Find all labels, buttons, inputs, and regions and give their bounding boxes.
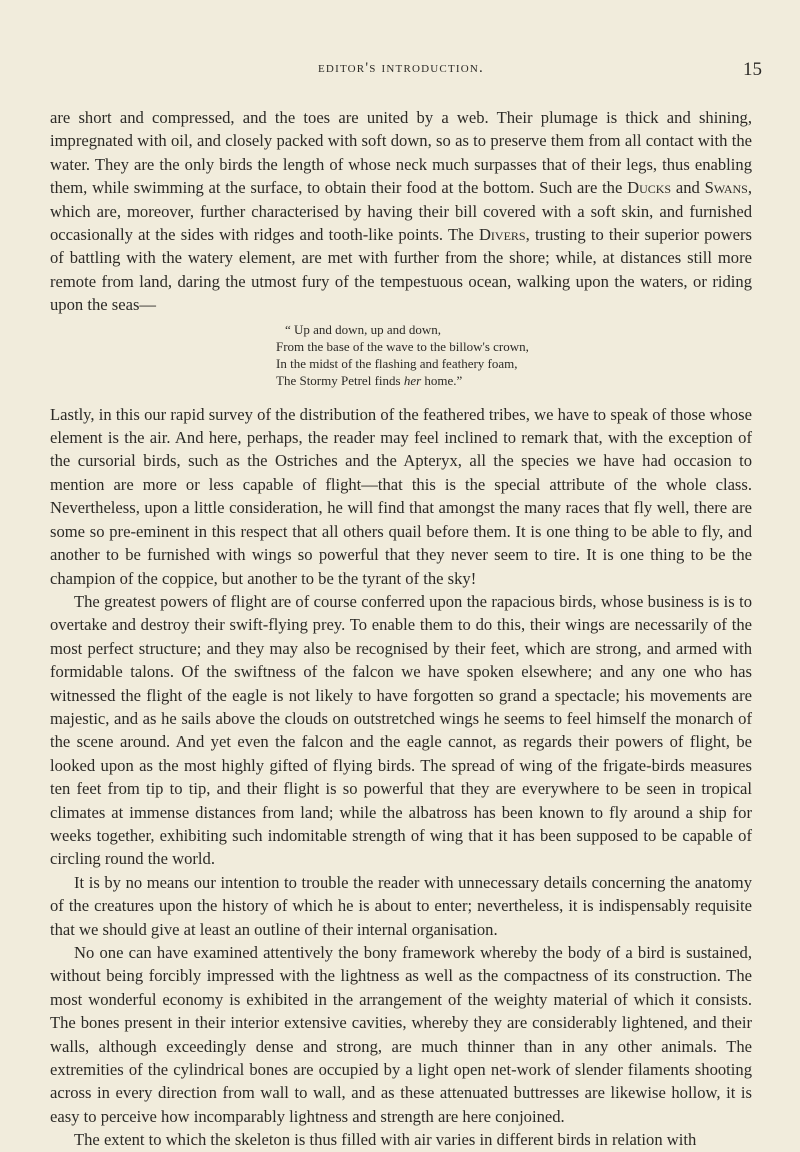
paragraph-continued bbox=[50, 106, 752, 317]
text-run: and bbox=[671, 178, 705, 198]
term-swans: Swans bbox=[704, 178, 748, 198]
verse-emphasis: her bbox=[403, 372, 422, 388]
running-head: editor's introduction. bbox=[318, 60, 484, 76]
text-run: , trusting to their superior powers of battling with the watery element, are met with further from the shore; while, at distances still more remote from land, daring the utmost fury of the tempestuous ocean, walking upon the waters, or riding upon the seas— bbox=[50, 225, 752, 315]
page-number: 15 bbox=[743, 59, 762, 80]
term-ducks: Ducks bbox=[627, 178, 672, 198]
paragraph: The extent to which the skeleton is thus filled with air varies in different birds in relation with bbox=[74, 1130, 697, 1150]
verse-quotation bbox=[276, 321, 752, 389]
verse-line: From the base of the wave to the billow's crown, bbox=[276, 338, 529, 354]
verse-text: home.” bbox=[421, 372, 463, 388]
body-text bbox=[50, 106, 752, 1152]
verse-line: In the midst of the flashing and feathery foam, bbox=[276, 355, 518, 371]
text-run: , which are, moreover, further characterised by having their bill covered with a soft skin, and furnished occasionally at the sides with ridges and tooth-like points. The bbox=[50, 178, 752, 245]
paragraph: Lastly, in this our rapid survey of the distribution of the feathered tribes, we have to speak of those whose element is the air. And here, perhaps, the reader may feel inclined to remark that, with the exception of the cursorial birds, such as the Ostriches and the Apteryx, all the species we have had occasion to mention are more or less capable of flight—that this is the special attribute of the whole class. Nevertheless, upon a little consideration, he will find that amongst the many races that fly well, there are some so pre-eminent in this respect that all others quail before them. It is one thing to be able to fly, and another to be furnished with wings so powerful that they never seem to tire. It is one thing to be the champion of the coppice, but another to be the tyrant of the sky! bbox=[50, 404, 752, 588]
verse-text: The Stormy Petrel finds bbox=[276, 372, 404, 388]
page-header bbox=[50, 59, 762, 86]
paragraph: The greatest powers of flight are of course conferred upon the rapacious birds, whose business is is to overtake and destroy their swift-flying prey. To enable them to do this, their wings are necessarily of the most perfect structure; and they may also be recognised by their feet, which are strong, and armed with formidable talons. Of the swiftness of the falcon we have spoken elsewhere; and any one who has witnessed the flight of the eagle is not likely to have forgotten so grand a spectacle; his movements are majestic, and as he sails above the clouds on outstretched wings he seems to feel himself the monarch of the scene around. And yet even the falcon and the eagle cannot, as regards their powers of flight, be looked upon as the most highly gifted of flying birds. The spread of wing of the frigate-birds measures ten feet from tip to tip, and their flight is so powerful that they are everywhere to be seen in tropical climates at immense distances from land; while the albatross has been known to fly around a ship for weeks together, exhibiting such indomitable strength of wing that it has been supposed to be capable of circling round the world. bbox=[50, 591, 752, 869]
paragraph: No one can have examined attentively the bony framework whereby the body of a bird is sustained, without being forcibly impressed with the lightness as well as the compactness of its construction. The most wonderful economy is exhibited in the arrangement of the weighty material of which it consists. The bones present in their interior extensive cavities, whereby they are considerably lightened, and their walls, although exceedingly dense and strong, are much thinner than in any other animals. The extremities of the cylindrical bones are occupied by a light open net-work of slender filaments shooting across in every direction from wall to wall, and as these attenuated buttresses are likewise hollow, it is easy to perceive how incomparably lightness and strength are here conjoined. bbox=[50, 943, 752, 1126]
text-run: are short and compressed, and the toes are united by a web. Their plumage is thick and shining, impregnated with oil, and closely packed with soft down, so as to preserve them from all contact with the water. They are the only birds the length of whose neck much surpasses that of their legs, thus enabling them, while swimming at the surface, to obtain their food at the bottom. Such are the bbox=[50, 108, 752, 198]
paragraph: It is by no means our intention to trouble the reader with unnecessary details concerning the anatomy of the creatures upon the history of which he is about to enter; nevertheless, it is indispensably requisite that we should give at least an outline of their internal organisation. bbox=[50, 872, 752, 939]
book-page bbox=[50, 59, 762, 1152]
verse-line: “ Up and down, up and down, bbox=[285, 321, 441, 337]
verse-line bbox=[276, 372, 752, 389]
term-divers: Divers bbox=[478, 225, 526, 245]
